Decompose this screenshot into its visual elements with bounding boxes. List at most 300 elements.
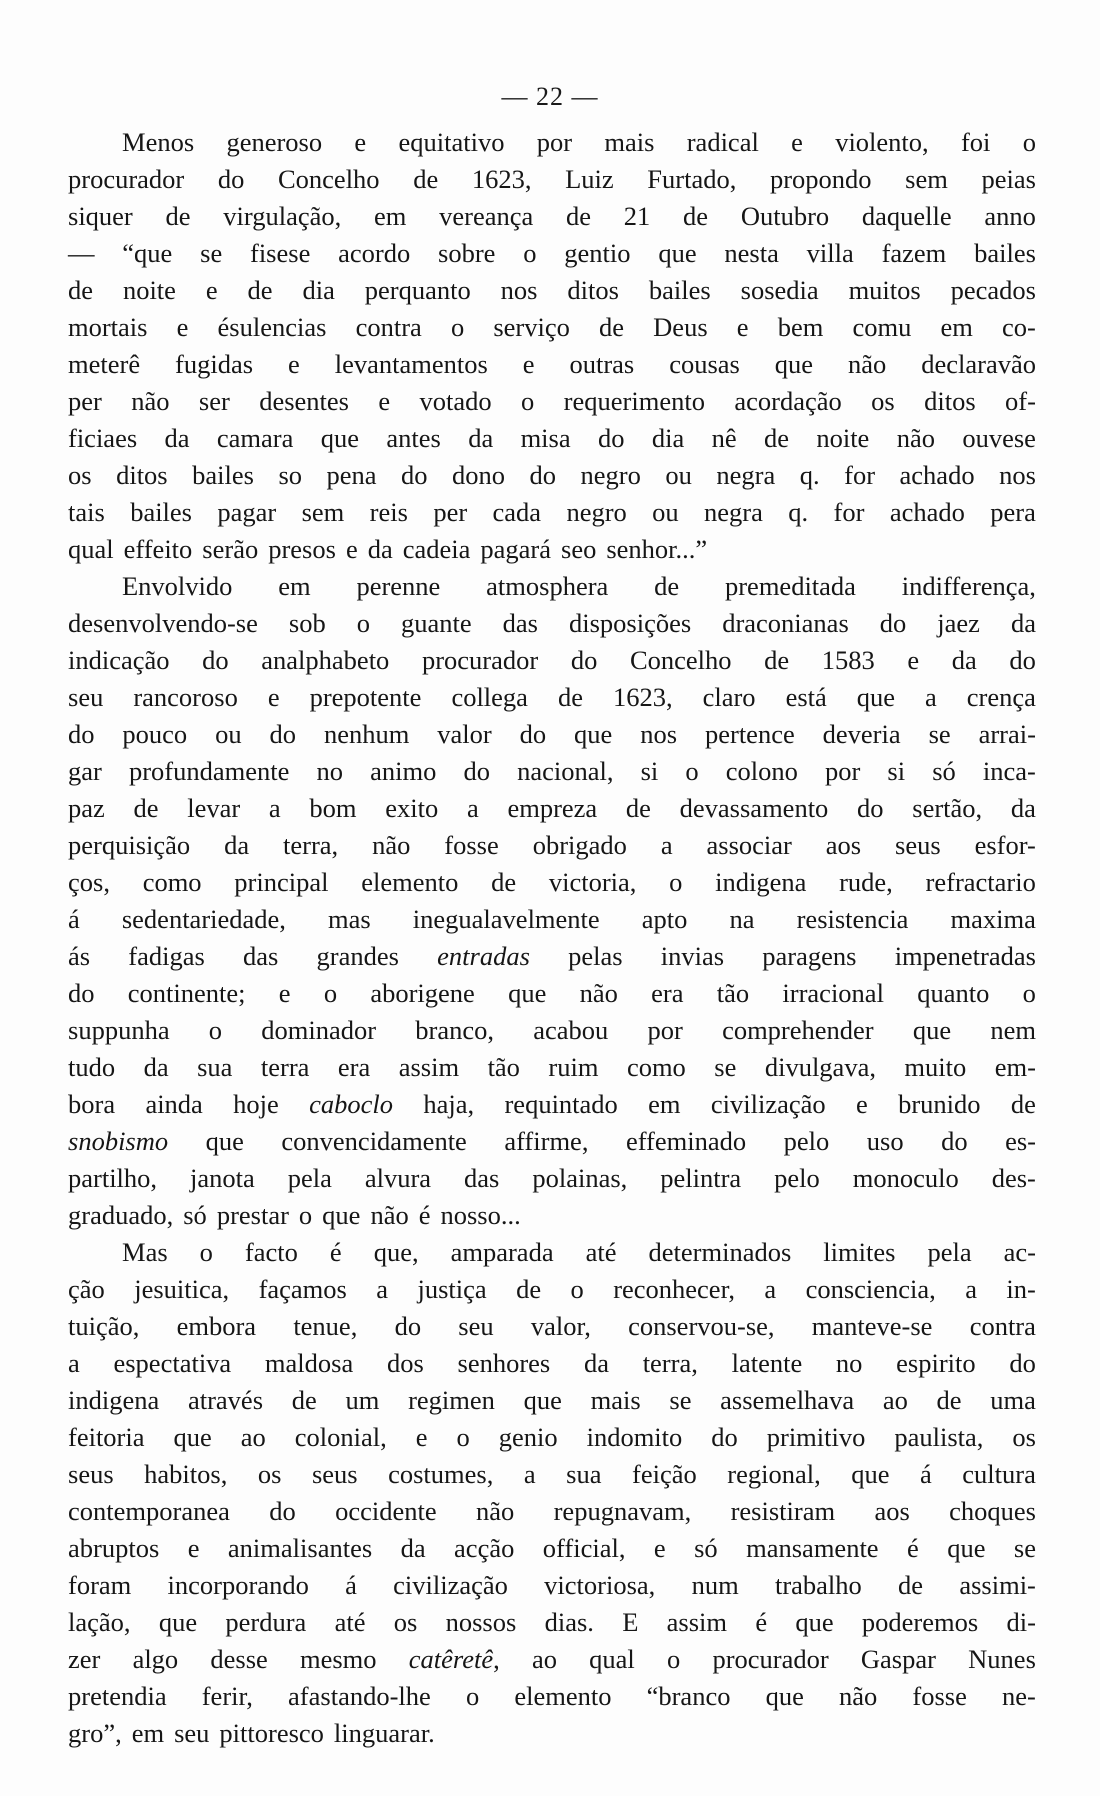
word: cada — [492, 497, 542, 527]
word: 1623, — [612, 682, 673, 712]
word: os — [1012, 1422, 1036, 1452]
word: em — [131, 1718, 165, 1748]
word: ou — [215, 719, 242, 749]
text-line — [68, 1419, 1036, 1456]
word: requintado — [504, 1089, 618, 1119]
text-line — [68, 1012, 1036, 1049]
word: propondo — [769, 164, 872, 194]
word: pecados — [950, 275, 1036, 305]
word: era — [651, 978, 684, 1008]
word: em — [648, 1089, 681, 1119]
word: que — [322, 1200, 361, 1230]
word: e — [267, 682, 280, 712]
text-line — [68, 1678, 1036, 1715]
word: principal — [234, 867, 329, 897]
word: como — [142, 867, 202, 897]
word: civilização — [393, 1570, 508, 1600]
word: hoje — [233, 1089, 279, 1119]
word: premeditada — [724, 571, 856, 601]
text-line — [68, 1271, 1036, 1308]
word: levantamentos — [334, 349, 488, 379]
text-line — [68, 568, 1036, 605]
word: dias. — [544, 1607, 594, 1637]
word: cadeia — [402, 534, 471, 564]
word: sob — [288, 608, 326, 638]
word: feição — [632, 1459, 697, 1489]
word: tenue, — [293, 1311, 358, 1341]
word: 21 — [623, 201, 651, 231]
word: era — [337, 1052, 371, 1082]
word: anno — [984, 201, 1036, 231]
word: a — [925, 682, 937, 712]
word: fosse — [912, 1681, 967, 1711]
word: procurador — [712, 1644, 829, 1674]
word: negro — [566, 497, 627, 527]
word: que — [158, 1607, 198, 1637]
word: do — [463, 756, 490, 786]
word: E — [622, 1607, 639, 1637]
word: sem — [301, 497, 345, 527]
word: não — [131, 386, 170, 416]
text-line — [68, 346, 1036, 383]
word: pagar — [217, 497, 277, 527]
word: pouco — [122, 719, 188, 749]
word: da — [164, 423, 190, 453]
word: si — [887, 756, 906, 786]
word: ouvese — [962, 423, 1036, 453]
word: mesmo — [300, 1644, 377, 1674]
word: até — [334, 1607, 366, 1637]
word: pelas — [568, 941, 623, 971]
word: paragens — [762, 941, 857, 971]
word: de — [491, 867, 517, 897]
word: analphabeto — [261, 645, 390, 675]
word: tudo — [68, 1052, 116, 1082]
word: affirme, — [504, 1126, 589, 1156]
word: exito — [385, 793, 439, 823]
word: á — [345, 1570, 357, 1600]
word: do — [529, 460, 557, 490]
word: lação, — [68, 1607, 131, 1637]
word: votado — [419, 386, 492, 416]
word: o — [1022, 978, 1036, 1008]
text-line — [68, 975, 1036, 1012]
text-line — [68, 642, 1036, 679]
word: só — [183, 1200, 207, 1230]
word: official, — [542, 1533, 626, 1563]
text-line — [68, 605, 1036, 642]
word: de — [557, 682, 583, 712]
word: convencidamente — [281, 1126, 467, 1156]
word: abruptos — [68, 1533, 160, 1563]
word: perenne — [356, 571, 441, 601]
word: que — [851, 1459, 890, 1489]
word: é — [755, 1607, 768, 1637]
word: des- — [991, 1163, 1036, 1193]
word: primitivo — [766, 1422, 866, 1452]
word: profundamente — [128, 756, 290, 786]
text-line — [68, 938, 1036, 975]
word: Concelho — [278, 164, 380, 194]
word: divulgava, — [764, 1052, 876, 1082]
word: espectativa — [113, 1348, 232, 1378]
word: o — [1022, 127, 1036, 157]
word: quanto — [917, 978, 990, 1008]
word: aos — [825, 830, 862, 860]
word: e — [907, 645, 920, 675]
word: linguarar. — [333, 1718, 435, 1748]
word: pelintra — [660, 1163, 742, 1193]
word: indicação — [68, 645, 170, 675]
word: di- — [1006, 1607, 1036, 1637]
word: pittoresco — [219, 1718, 324, 1748]
word: ou — [665, 460, 692, 490]
text-line — [68, 272, 1036, 309]
word: e — [791, 127, 803, 157]
word: gro”, — [68, 1718, 122, 1748]
word: não — [372, 830, 411, 860]
word: tuição, — [68, 1311, 140, 1341]
word: peias — [981, 164, 1036, 194]
word: si — [640, 756, 659, 786]
word: refractario — [925, 867, 1036, 897]
word: a — [764, 1274, 777, 1304]
word: não — [896, 423, 935, 453]
word: regimen — [408, 1385, 495, 1415]
paragraph — [68, 1234, 1036, 1752]
word: o — [523, 238, 537, 268]
word: collega — [451, 682, 528, 712]
word: da — [224, 830, 250, 860]
word: habitos, — [144, 1459, 228, 1489]
word: perdura — [225, 1607, 307, 1637]
text-line — [68, 1715, 1036, 1752]
word: através — [187, 1385, 264, 1415]
word: violento, — [835, 127, 929, 157]
word: indigena — [715, 867, 807, 897]
word: es- — [1005, 1126, 1036, 1156]
word: do — [394, 1311, 422, 1341]
word: obrigado — [532, 830, 627, 860]
word: gar — [68, 756, 102, 786]
word: levar — [187, 793, 241, 823]
text-line — [68, 1567, 1036, 1604]
word: nesta — [724, 238, 779, 268]
word: presos — [268, 534, 336, 564]
word: assim — [398, 1052, 460, 1082]
word: ser — [198, 386, 230, 416]
word: a — [466, 793, 479, 823]
word: e — [176, 312, 189, 342]
word: e — [278, 978, 291, 1008]
word: qual — [68, 534, 114, 564]
word: do — [1009, 1348, 1036, 1378]
word: o — [456, 1422, 470, 1452]
word: só — [932, 756, 956, 786]
word: acordo — [338, 238, 411, 268]
word: não — [579, 978, 618, 1008]
word: de — [291, 1385, 317, 1415]
text-line — [68, 1234, 1036, 1271]
text-line — [68, 161, 1036, 198]
word: continente; — [127, 978, 246, 1008]
text-line — [68, 531, 1036, 568]
word: não — [839, 1681, 878, 1711]
word: janota — [190, 1163, 255, 1193]
word: e — [288, 349, 300, 379]
word: á — [920, 1459, 932, 1489]
word: á — [68, 904, 80, 934]
word: sem — [905, 164, 948, 194]
word: a — [660, 830, 673, 860]
word: so — [278, 460, 303, 490]
word: irracional — [782, 978, 884, 1008]
word: choques — [949, 1496, 1036, 1526]
word: daquelle — [861, 201, 952, 231]
word: ditos — [567, 275, 619, 305]
word: radical — [686, 127, 759, 157]
word: que — [774, 349, 814, 379]
word: por — [824, 756, 861, 786]
word: achado — [889, 497, 965, 527]
word: justiça — [417, 1274, 487, 1304]
word: de — [936, 1385, 962, 1415]
word: rude, — [839, 867, 893, 897]
word: ao — [531, 1644, 557, 1674]
word: paz — [68, 793, 105, 823]
word: a — [965, 1274, 977, 1304]
word: comu — [852, 312, 912, 342]
word: pela — [287, 1163, 332, 1193]
word: da — [143, 1052, 169, 1082]
word: effeminado — [625, 1126, 747, 1156]
word: o — [450, 312, 465, 342]
word: victoria, — [548, 867, 637, 897]
word: dono — [452, 460, 506, 490]
word: indifferença, — [901, 571, 1036, 601]
word: o — [465, 1681, 480, 1711]
word: aos — [874, 1496, 910, 1526]
word: os — [393, 1607, 418, 1637]
word: pelo — [774, 1163, 820, 1193]
word: seus — [311, 1459, 358, 1489]
word: comprehender — [722, 1015, 874, 1045]
word: mais — [604, 127, 655, 157]
word: ainda — [145, 1089, 203, 1119]
word: Deus — [653, 312, 708, 342]
word: nossos — [445, 1607, 517, 1637]
word: trabalho — [774, 1570, 862, 1600]
word: atmosphera — [486, 571, 609, 601]
word: elemento — [514, 1681, 612, 1711]
word: terra — [260, 1052, 310, 1082]
word: cousas — [669, 349, 740, 379]
word: outras — [569, 349, 635, 379]
word: guante — [401, 608, 472, 638]
word: negra — [704, 497, 763, 527]
word: se — [200, 238, 223, 268]
word: snobismo — [68, 1126, 169, 1156]
word: paulista, — [894, 1422, 984, 1452]
word: haja, — [423, 1089, 475, 1119]
word: colonial, — [294, 1422, 387, 1452]
word: de — [516, 1274, 542, 1304]
text-line — [68, 1641, 1036, 1678]
word: sua — [566, 1459, 602, 1489]
word: os — [68, 460, 92, 490]
word: do — [1009, 645, 1036, 675]
word: achado — [899, 460, 975, 490]
word: os — [871, 386, 895, 416]
text-line — [68, 1049, 1036, 1086]
word: por — [647, 1015, 683, 1045]
word: Concelho — [629, 645, 732, 675]
paragraph — [68, 568, 1036, 1234]
word: for — [844, 460, 876, 490]
word: ção — [68, 1274, 105, 1304]
word: o — [685, 756, 699, 786]
word: rancoroso — [133, 682, 238, 712]
word: valor — [437, 719, 492, 749]
word: cultura — [962, 1459, 1036, 1489]
word: invias — [660, 941, 725, 971]
word: de — [133, 793, 159, 823]
word: bailes — [648, 275, 711, 305]
word: é — [418, 1200, 431, 1230]
word: ços, — [68, 867, 110, 897]
word: que — [508, 978, 547, 1008]
word: jesuitica, — [134, 1274, 230, 1304]
text-line — [68, 124, 1036, 161]
word: seu — [174, 1718, 210, 1748]
word: como — [626, 1052, 686, 1082]
word: de — [247, 275, 273, 305]
word: senhores — [457, 1348, 551, 1378]
word: jaez — [937, 608, 980, 638]
word: na — [729, 904, 755, 934]
word: apto — [641, 904, 688, 934]
word: do — [269, 1496, 296, 1526]
word: o — [208, 1015, 223, 1045]
word: não — [475, 1496, 515, 1526]
word: bailes — [130, 497, 192, 527]
word: fisese — [250, 238, 311, 268]
word: ac- — [1003, 1237, 1036, 1267]
word: per — [68, 386, 102, 416]
word: assim — [666, 1607, 728, 1637]
word: de — [683, 201, 709, 231]
word: pagará — [480, 534, 552, 564]
word: empreza — [507, 793, 598, 823]
word: tão — [716, 978, 750, 1008]
word: terra, — [283, 830, 339, 860]
word: nos — [999, 460, 1036, 490]
word: sobre — [438, 238, 496, 268]
word: do — [217, 164, 245, 194]
word: que — [912, 1015, 952, 1045]
word: se — [714, 1052, 737, 1082]
word: conservou-se, — [628, 1311, 775, 1341]
word: noite — [122, 275, 176, 305]
word: se — [928, 719, 951, 749]
word: maldosa — [264, 1348, 354, 1378]
word: ao — [882, 1385, 908, 1415]
word: espirito — [896, 1348, 976, 1378]
word: do — [202, 645, 229, 675]
word: seus — [895, 830, 941, 860]
word: da — [583, 1348, 609, 1378]
word: seus — [68, 1459, 114, 1489]
word: do — [401, 460, 428, 490]
word: se — [1013, 1533, 1036, 1563]
text-line — [68, 420, 1036, 457]
word: no — [835, 1348, 863, 1378]
word: prepotente — [309, 682, 422, 712]
word: de — [413, 164, 439, 194]
word: “branco — [646, 1681, 731, 1711]
word: bom — [309, 793, 357, 823]
word: de — [764, 645, 790, 675]
word: o — [298, 1200, 313, 1230]
word: foram — [68, 1570, 132, 1600]
word: foi — [960, 127, 991, 157]
word: tais — [68, 497, 105, 527]
text-line — [68, 679, 1036, 716]
text-line — [68, 1197, 1036, 1234]
word: de — [625, 793, 651, 823]
word: pretendia — [68, 1681, 167, 1711]
word: e — [855, 1089, 868, 1119]
word: acordação — [734, 386, 842, 416]
word: brunido — [898, 1089, 981, 1119]
text-line — [68, 716, 1036, 753]
word: Outubro — [740, 201, 830, 231]
word: nenhum — [323, 719, 410, 749]
word: ou — [652, 497, 679, 527]
page-number: — 22 — — [501, 82, 599, 111]
word: muito — [904, 1052, 967, 1082]
word: Mas — [122, 1237, 168, 1267]
word: monoculo — [852, 1163, 959, 1193]
word: ditos — [116, 460, 168, 490]
word: effeito — [123, 534, 193, 564]
word: perquanto — [364, 275, 471, 305]
word: facto — [244, 1237, 298, 1267]
word: um — [345, 1385, 380, 1415]
word: o — [356, 608, 370, 638]
word: procurador — [421, 645, 539, 675]
word: occidente — [335, 1496, 437, 1526]
word: em — [374, 201, 407, 231]
word: Nunes — [968, 1644, 1036, 1674]
word: repugnavam, — [553, 1496, 692, 1526]
word: do — [570, 645, 598, 675]
word: nos — [500, 275, 538, 305]
word: não — [848, 349, 887, 379]
word: graduado, — [68, 1200, 174, 1230]
word: requerimento — [563, 386, 705, 416]
word: no — [316, 756, 343, 786]
word: e — [653, 1533, 666, 1563]
word: da — [951, 645, 977, 675]
word: valor, — [530, 1311, 591, 1341]
word: e — [345, 534, 358, 564]
text-line — [68, 198, 1036, 235]
text-line — [68, 1382, 1036, 1419]
word: bailes — [192, 460, 254, 490]
text-line — [68, 457, 1036, 494]
word: do — [597, 423, 625, 453]
